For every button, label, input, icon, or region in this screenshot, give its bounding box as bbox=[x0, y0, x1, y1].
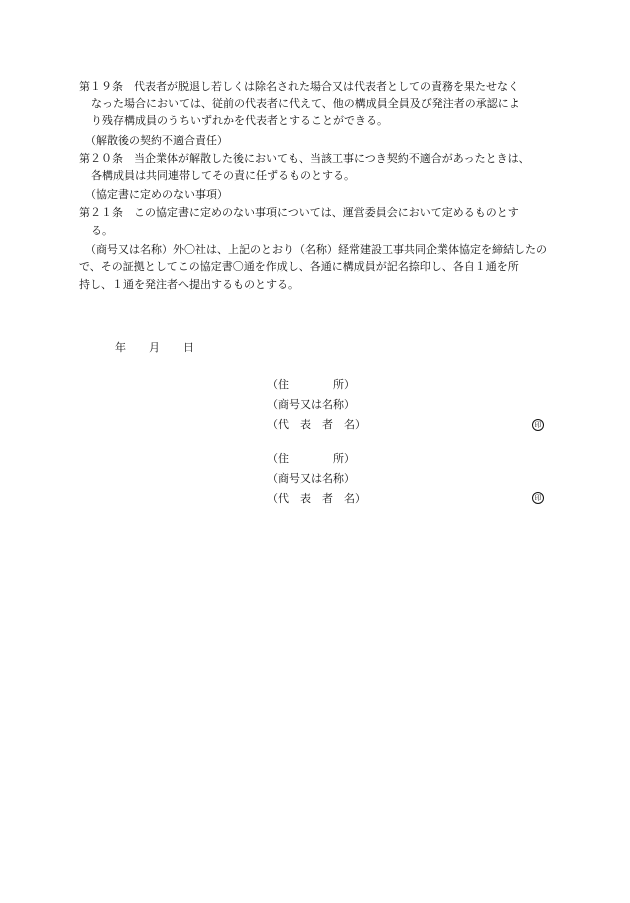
article-19-line-2: なった場合においては、従前の代表者に代えて、他の構成員全員及び発注者の承認によ bbox=[91, 97, 520, 110]
company-name-label: （商号又は名称） bbox=[267, 398, 355, 411]
company-name-label: （商号又は名称） bbox=[267, 472, 355, 485]
address-label: （住 所） bbox=[267, 378, 355, 391]
date-month-label: 月 bbox=[149, 341, 160, 354]
date-year-label: 年 bbox=[115, 341, 126, 354]
address-label: （住 所） bbox=[267, 452, 355, 465]
article-20-line-1: 第２０条 当企業体が解散した後においても、当該工事につき契約不適合があったときは、 bbox=[79, 152, 530, 165]
section-heading-undefined-matters: （協定書に定めのない事項） bbox=[85, 188, 228, 201]
article-21-line-2: る。 bbox=[91, 224, 113, 237]
article-19-line-3: り残存構成員のうちいずれかを代表者とすることができる。 bbox=[91, 114, 388, 127]
date-day-label: 日 bbox=[183, 341, 194, 354]
closing-line-1: （商号又は名称）外〇社は、上記のとおり（名称）経常建設工事共同企業体協定を締結したの bbox=[85, 243, 547, 256]
representative-name-label: （代 表 者 名） bbox=[267, 492, 366, 505]
section-heading-dissolution: （解散後の契約不適合責任） bbox=[85, 134, 228, 147]
closing-line-2: で、その証拠としてこの協定書〇通を作成し、各通に構成員が記名捺印し、各自１通を所 bbox=[79, 260, 519, 273]
article-21-line-1: 第２１条 この協定書に定めのない事項については、運営委員会において定めるものとす bbox=[79, 206, 519, 219]
article-19-line-1: 第１９条 代表者が脱退し若しくは除名された場合又は代表者としての責務を果たせなく bbox=[79, 80, 519, 93]
seal-mark: 印 bbox=[532, 492, 544, 504]
closing-line-3: 持し、１通を発注者へ提出するものとする。 bbox=[79, 278, 299, 291]
representative-name-label: （代 表 者 名） bbox=[267, 418, 366, 431]
article-20-line-2: 各構成員は共同連帯してその責に任ずるものとする。 bbox=[91, 169, 355, 182]
seal-mark: 印 bbox=[532, 419, 544, 431]
